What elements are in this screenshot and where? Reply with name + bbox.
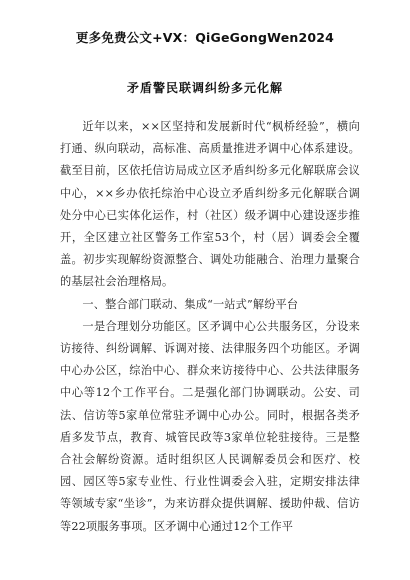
document-title: 矛盾警民联调纠纷多元化解 [126, 81, 283, 95]
paragraph-intro: 近年以来，××区坚持和发展新时代“枫桥经验”，横向打通、纵向联动，高标准、高质量推进矛调中心体系建设。截至目前，区依托信访局成立区矛盾纠纷多元化解联席会议中心，××乡办依托综治中心设立矛盾纠纷多元化解联合调处分中心已实体化运作，村（社区）级矛调中心建设逐步推开，全区建立社区警务工作室53个，村（居）调委会全覆盖。初步实现解纷资源整合、调处功能融合、治理力量聚合的基层社会治理格局。 [60, 120, 360, 289]
paragraph-section-1: 一是合理划分功能区。区矛调中心公共服务区，分设来访接待、纠纷调解、诉调对接、法律服务四个功能区。矛调中心办公区，综治中心、群众来访接待中心、公共法律服务中心等12个工作平台。二是强化部门协调联动。公安、司法、信访等5家单位常驻矛调中心办公。同时，根据各类矛盾多发节点，教育、城管民政等3家单位轮驻接待。三是整合社会解纷资源。适时组织区人民调解委员会和医疗、校园、园区等5家专业性、行业性调委会入驻，定期安排法律等领域专家“坐诊”，为来访群众提供调解、援助仲裁、信访等22项服务事项。区矛调中心通过12个工作平 [60, 319, 360, 533]
document-body [60, 116, 360, 538]
section-heading-1: 一、整合部门联动、集成“一站式”解纷平台 [82, 297, 299, 311]
promo-header: 更多免费公文+VX：QiGeGongWen2024 [75, 30, 335, 45]
